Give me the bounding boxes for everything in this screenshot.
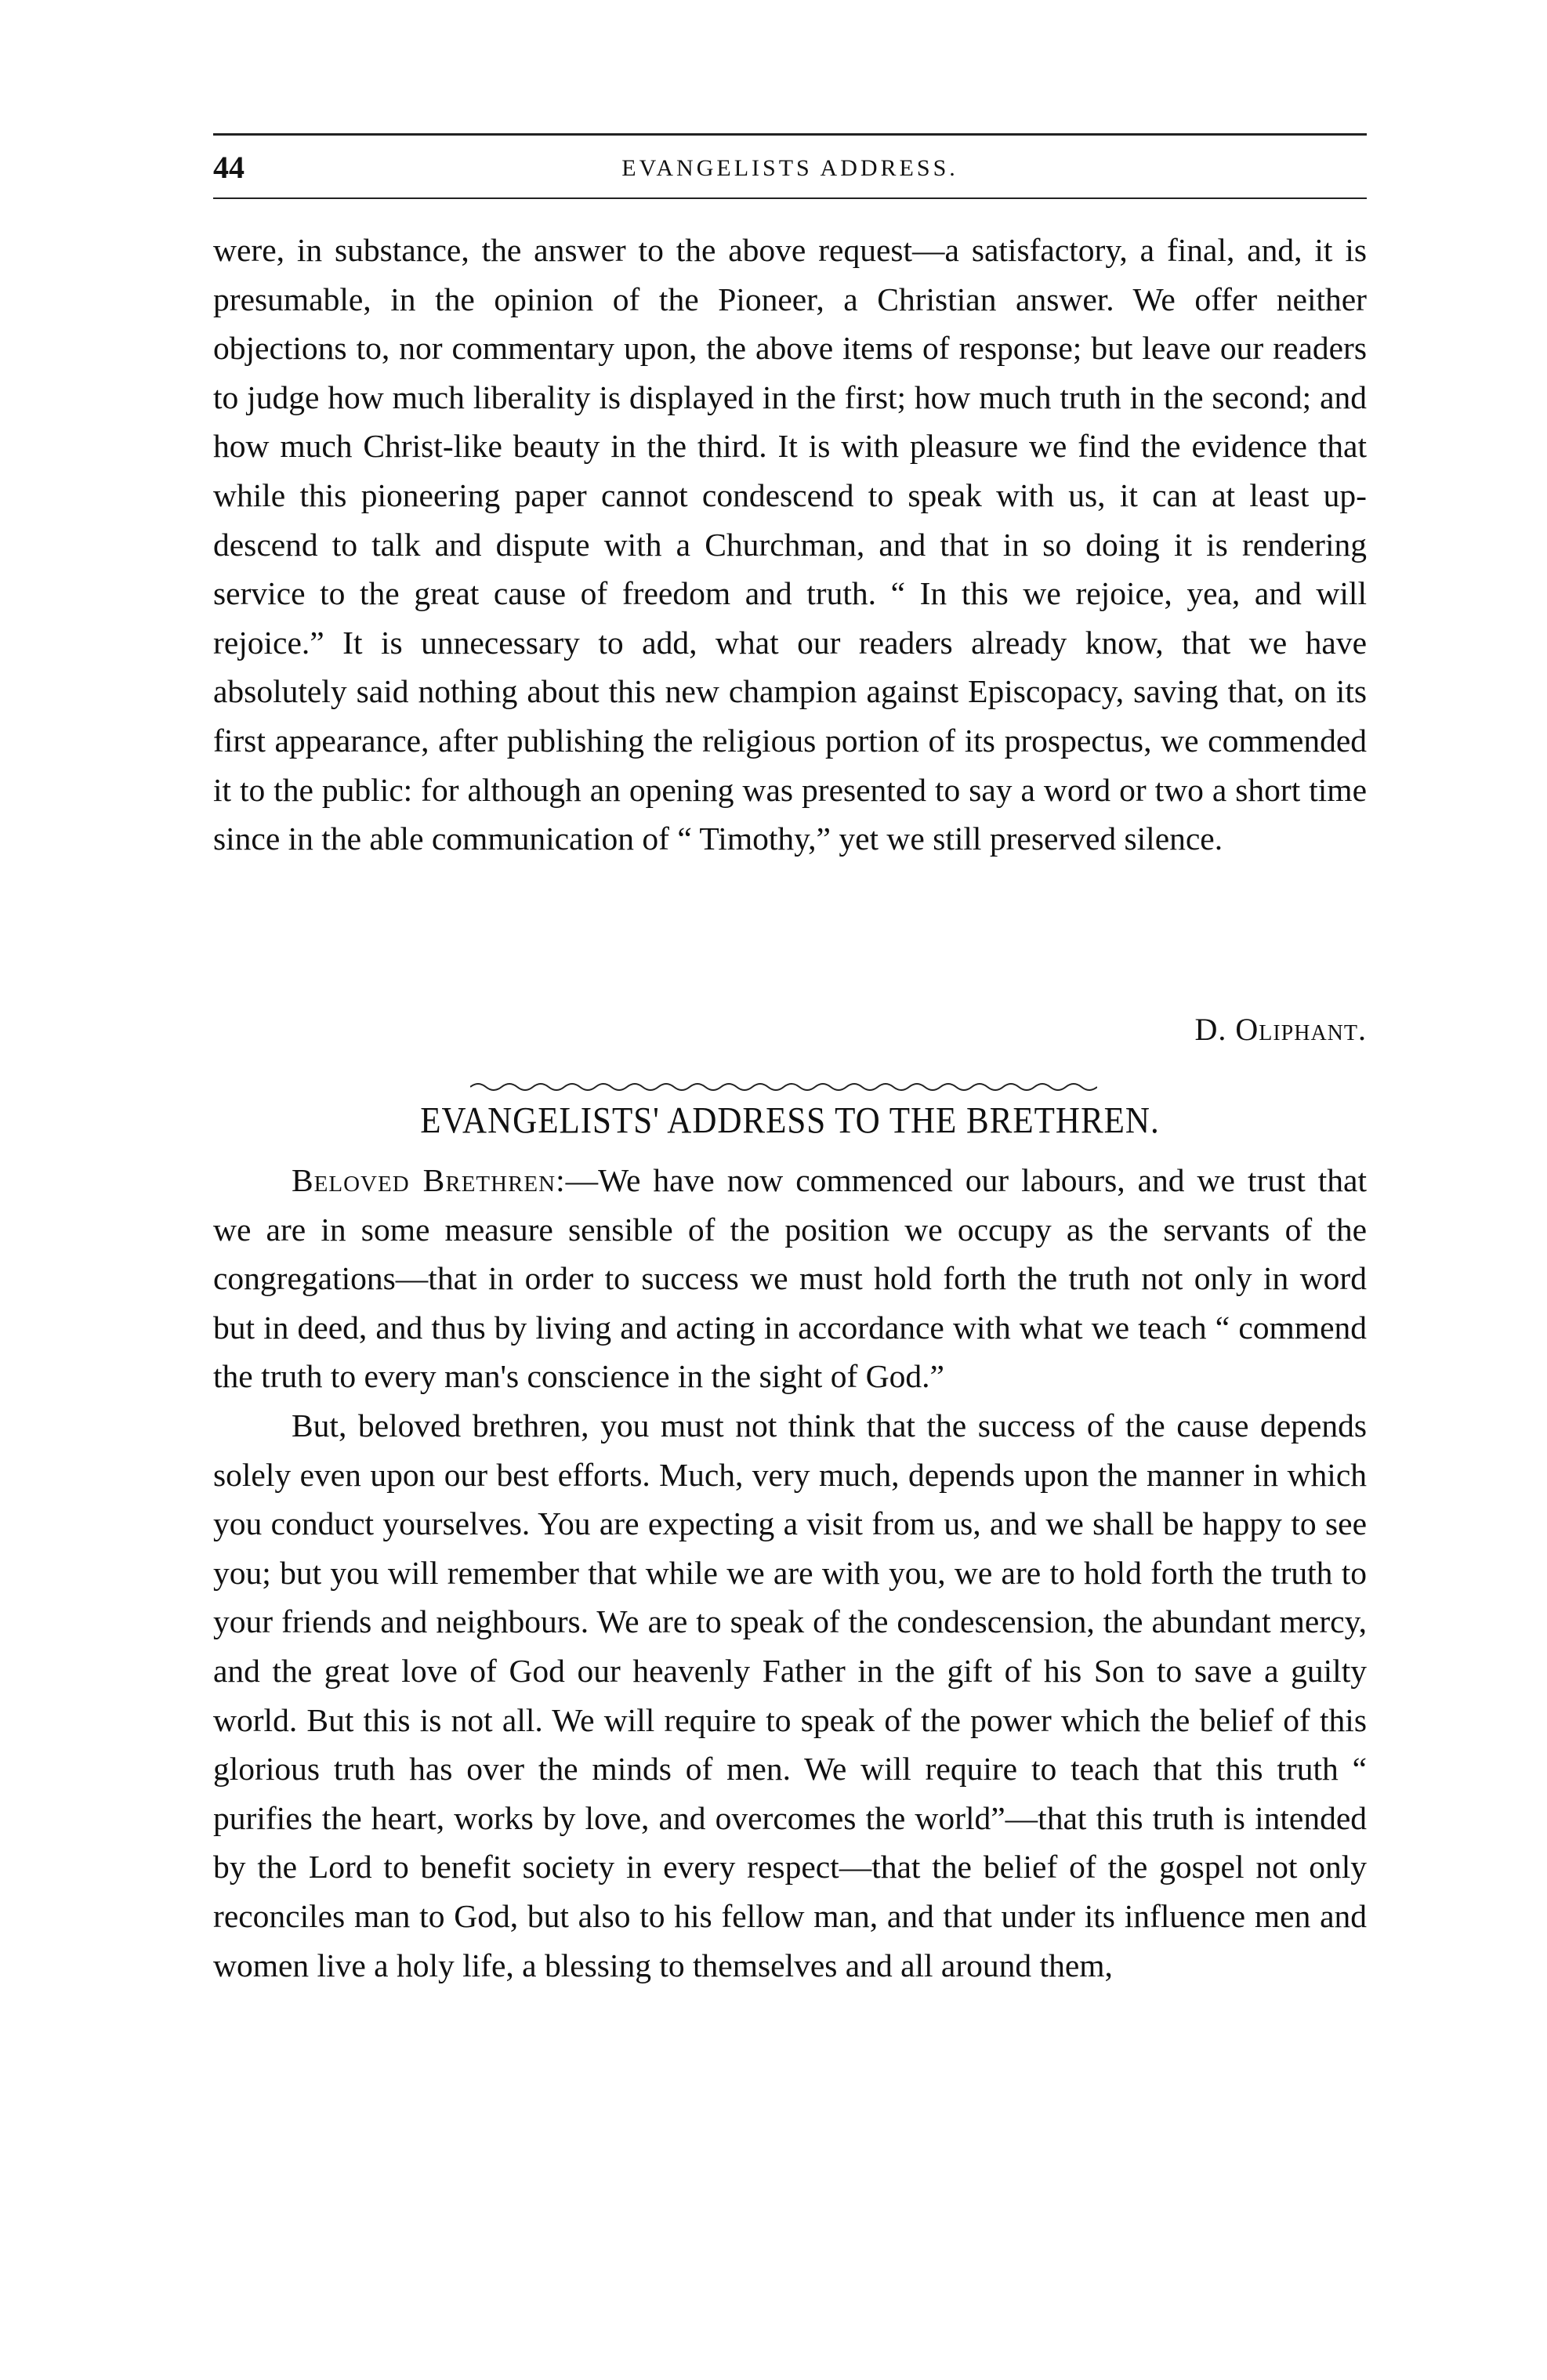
page-header (213, 149, 1367, 193)
paragraph-text: —We have now commenced our labours, and we trust that we are in some measure sensible of the position we occupy as the servants of the congregations—that in order to success we must hold forth the truth not only in word but in deed, and thus by living and acting in accordance with what we teach “ commend the truth to every man's conscience in the sight of God.” (213, 1162, 1367, 1395)
paragraph-text: were, in substance, the answer to the above request—a satisfactory, a final, and, it is presumable, in the opinion of the Pioneer, a Christian answer. We offer neither objections to, nor commentary upon, the above items of response; but leave our readers to judge how much liberality is displayed in the first; how much truth in the second; and how much Christ-like beauty in the third. It is with pleasure we find the evidence that while this pioneering paper cannot condescend to speak with us, it can at least up-descend to talk and dispute with a Churchman, and that in so doing it is rendering service to the great cause of freedom and truth. “ In this we rejoice, yea, and will rejoice.” It is unnecessary to add, what our readers already know, that we have absolutely said nothing about this new champion against Episcopacy, saving that, on its first appearance, after publishing the religious portion of its prospectus, we commended it to the public: for although an opening was presented to say a word or two a short time since in the able communication of “ Timothy,” yet we still preserved silence. (213, 232, 1367, 857)
page-number: 44 (213, 150, 245, 185)
section-paragraph-2: But, beloved brethren, you must not think that the success of the cause depends solely even upon our best efforts. Much, very much, depends upon the manner in which you conduct yourselves. You are expecting a visit from us, and we shall be happy to see you; but you will remember that while we are with you, we are to hold forth the truth to your friends and neighbours. We are to speak of the condescension, the abundant mercy, and the great love of God our heavenly Father in the gift of his Son to save a guilty world. But this is not all. We will require to speak of the power which the belief of this glorious truth has over the minds of men. We will require to teach that this truth “ purifies the heart, works by love, and overcomes the world”—that this truth is intended by the Lord to benefit society in every respect—that the belief of the gospel not only reconciles man to God, but also to his fellow man, and that under its influence men and women live a holy life, a blessing to themselves and all around them, (213, 1407, 1367, 1983)
salutation: Beloved Brethren: (292, 1162, 566, 1198)
wavy-divider (470, 1081, 1097, 1092)
top-rule (213, 133, 1367, 136)
running-head: EVANGELISTS ADDRESS. (621, 155, 958, 181)
section-paragraph-1 (213, 1156, 1367, 1401)
continued-paragraph (213, 226, 1367, 864)
section-body (213, 1156, 1367, 1990)
header-rule (213, 197, 1367, 199)
author-signature: D. Oliphant. (1194, 1012, 1367, 1047)
section-title: EVANGELISTS' ADDRESS TO THE BRETHREN. (420, 1100, 1160, 1142)
